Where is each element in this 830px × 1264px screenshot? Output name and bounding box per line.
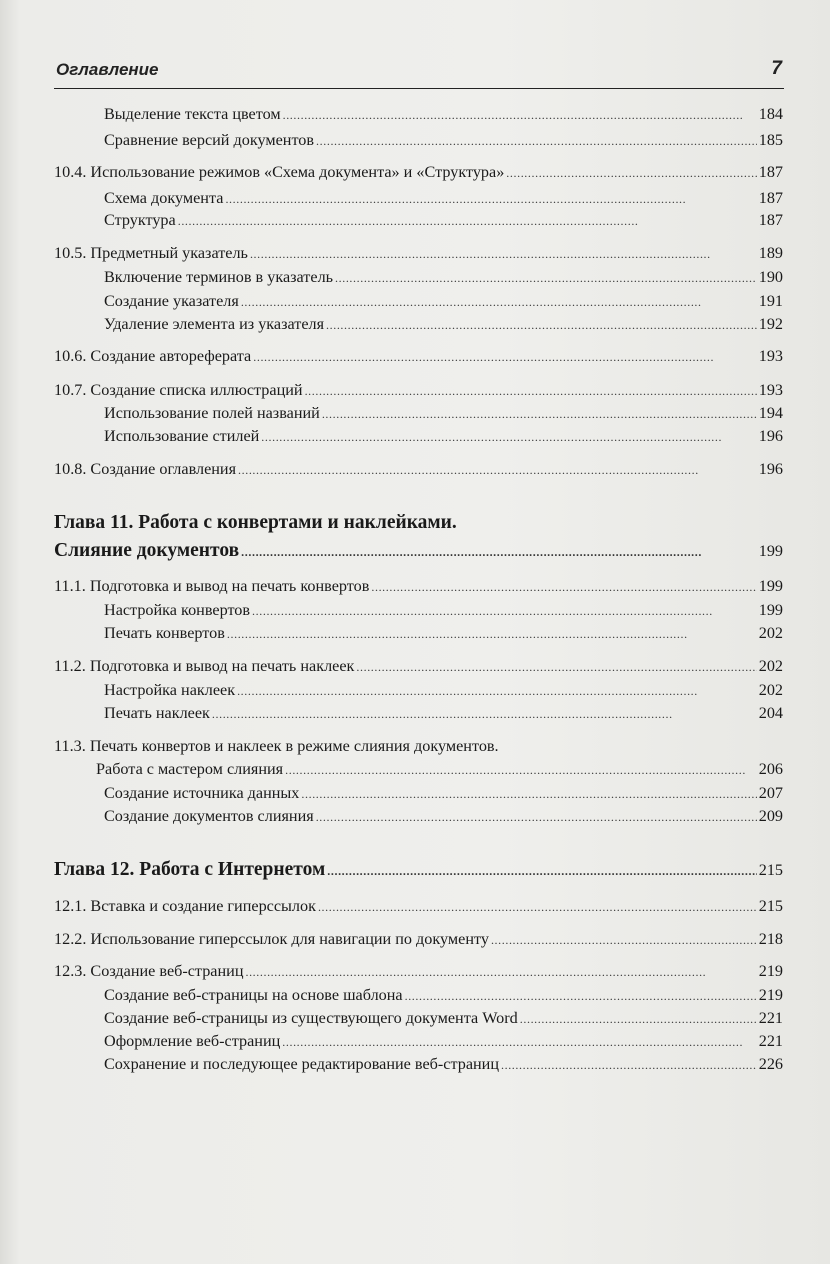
- toc-section: 10.7. Создание списка иллюстраций . . . 193: [54, 380, 783, 401]
- toc-section: Работа с мастером слияния . . . 206: [96, 759, 783, 780]
- toc-entry: Создание указателя . . . 191: [104, 291, 783, 312]
- toc-chapter: Слияние документов . . . 199: [54, 538, 783, 565]
- toc-entry: Создание документов слияния . . . 209: [104, 806, 783, 827]
- toc-chapter-title: Глава 11. Работа с конвертами и наклейками.: [54, 512, 457, 533]
- toc-entry: Удаление элемента из указателя . . . 192: [104, 314, 783, 335]
- toc-entry: Сравнение версий документов . . . 185: [104, 130, 783, 151]
- toc-entry: Создание веб-страницы на основе шаблона . . . 219: [104, 985, 783, 1006]
- toc-entry: Сохранение и последующее редактирование веб-страниц . . . 226: [104, 1054, 783, 1075]
- running-header: [54, 60, 784, 89]
- toc-entry: Настройка наклеек . . . 202: [104, 680, 783, 701]
- toc-entry: Использование полей названий . . . 194: [104, 403, 783, 424]
- toc-section: 12.1. Вставка и создание гиперссылок . . . 215: [54, 896, 783, 917]
- toc-section: 12.3. Создание веб-страниц . . . 219: [54, 961, 783, 982]
- toc-entry: Включение терминов в указатель . . . 190: [104, 267, 783, 288]
- toc-entry: Создание источника данных . . . 207: [104, 783, 783, 804]
- toc-entry: Настройка конвертов . . . 199: [104, 600, 783, 621]
- toc-entry: Схема документа . . . 187: [104, 188, 783, 209]
- toc-entry: Структура . . . 187: [104, 210, 783, 231]
- page-number: 7: [771, 58, 782, 79]
- toc-entry: Печать конвертов . . . 202: [104, 623, 783, 644]
- toc-entry: Использование стилей . . . 196: [104, 426, 783, 447]
- toc-entry: Печать наклеек . . . 204: [104, 703, 783, 724]
- toc-section: 12.2. Использование гиперссылок для навигации по документу . . . 218: [54, 929, 783, 950]
- toc-section-title: 11.3. Печать конвертов и наклеек в режиме слияния документов.: [54, 737, 499, 755]
- toc-chapter: Глава 12. Работа с Интернетом . . . 215: [54, 857, 783, 884]
- toc-section: 10.4. Использование режимов «Схема документа» и «Структура» . . . 187: [54, 162, 783, 183]
- toc-section: 10.6. Создание автореферата . . . 193: [54, 346, 783, 367]
- toc-section: 11.1. Подготовка и вывод на печать конвертов . . . 199: [54, 576, 783, 597]
- toc-entry: Выделение текста цветом . . . 184: [104, 104, 783, 125]
- toc-section: 10.5. Предметный указатель . . . 189: [54, 243, 783, 264]
- toc-section: 11.2. Подготовка и вывод на печать наклеек . . . 202: [54, 656, 783, 677]
- toc-entry: Оформление веб-страниц . . . 221: [104, 1031, 783, 1052]
- running-header-title: Оглавление: [56, 60, 159, 79]
- toc-entry: Создание веб-страницы из существующего документа Word . . . 221: [104, 1008, 783, 1029]
- toc-section: 10.8. Создание оглавления . . . 196: [54, 459, 783, 480]
